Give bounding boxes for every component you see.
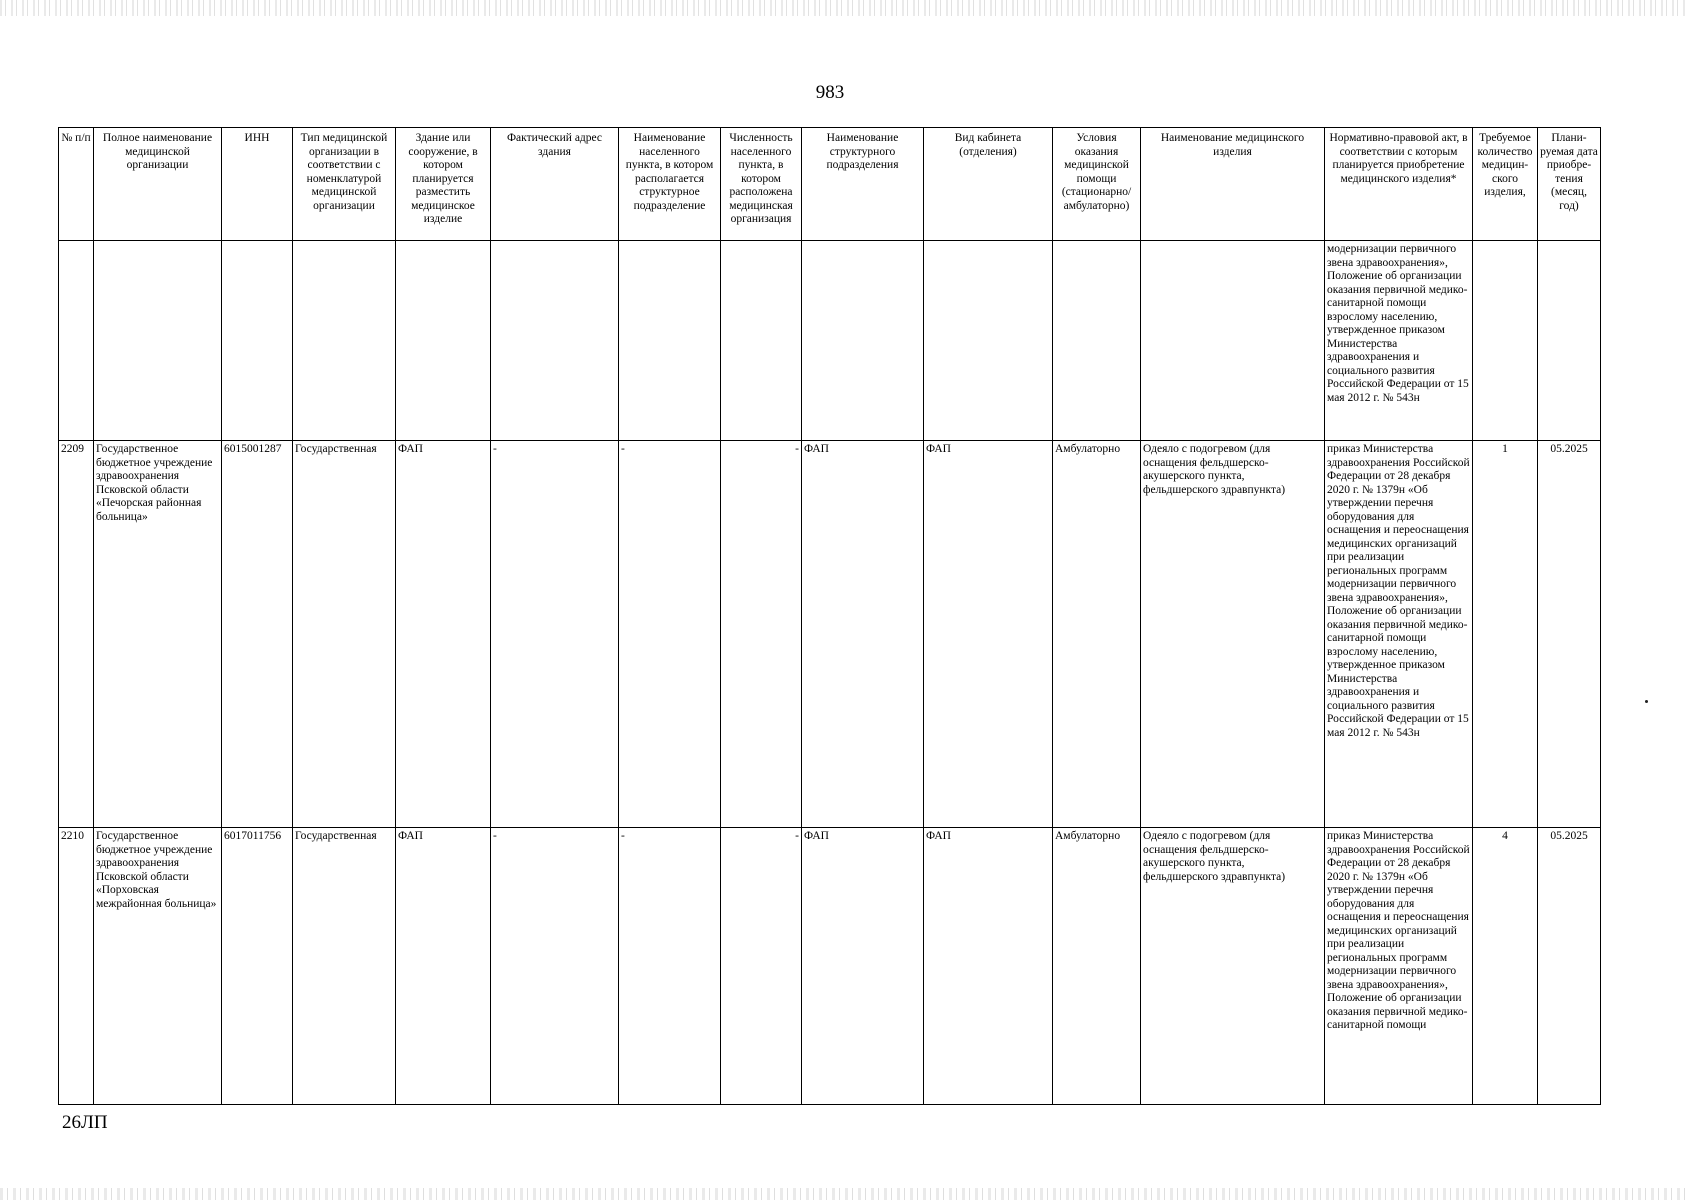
page-number: 983 <box>815 82 845 103</box>
header-qty: Требуемое количество медицин-ского изделия, <box>1473 128 1538 241</box>
document-code: 26ЛП <box>62 1112 108 1133</box>
cell-building: ФАП <box>396 828 491 1105</box>
header-population: Численность населенного пункта, в котором расположена медицинская организация <box>721 128 802 241</box>
header-org: Полное наименование медицинской организации <box>94 128 222 241</box>
cell-building: ФАП <box>396 441 491 828</box>
cell-population: - <box>721 441 802 828</box>
cell-room: ФАП <box>924 441 1053 828</box>
table-row-continuation <box>59 241 1601 441</box>
cell-org: Государственное бюджетное учреждение здравоохранения Псковской области «Порховская межрайонная больница» <box>94 828 222 1105</box>
cell-act: приказ Министерства здравоохранения Российской Федерации от 28 декабря 2020 г. № 1379н «Об утверждении перечня оборудования для оснащения и переоснащения медицинских организаций при реализации региональных программ модернизации первичного звена здравоохранения», Положение об организации оказания первичной медико-санитарной помощи <box>1325 828 1473 1105</box>
cell-inn: 6015001287 <box>222 441 293 828</box>
cell-unit: ФАП <box>802 828 924 1105</box>
header-device: Наименование медицинского изделия <box>1141 128 1325 241</box>
cell-inn: 6017011756 <box>222 828 293 1105</box>
header-address: Фактический адрес здания <box>491 128 619 241</box>
scan-edge-bottom <box>0 1188 1686 1200</box>
cell-conditions: Амбулаторно <box>1053 828 1141 1105</box>
scan-edge-top <box>0 0 1686 16</box>
cell-address: - <box>491 441 619 828</box>
table-row <box>59 828 1601 1105</box>
equipment-table <box>58 127 1601 1105</box>
cell-device: Одеяло с подогревом (для оснащения фельдшерско-акушерского пункта, фельдшерского здравпункта) <box>1141 441 1325 828</box>
header-type: Тип медицинской организации в соответствии с номенклатурой медицинской организации <box>293 128 396 241</box>
cell-conditions: Амбулаторно <box>1053 441 1141 828</box>
cell-settlement: - <box>619 828 721 1105</box>
cell-act: приказ Министерства здравоохранения Российской Федерации от 28 декабря 2020 г. № 1379н «Об утверждении перечня оборудования для оснащения и переоснащения медицинских организаций при реализации региональных программ модернизации первичного звена здравоохранения», Положение об организации оказания первичной медико-санитарной помощи взрослому населению, утвержденное приказом Министерства здравоохранения и социального развития Российской Федерации от 15 мая 2012 г. № 543н <box>1325 441 1473 828</box>
cell-qty: 4 <box>1473 828 1538 1105</box>
header-date: Плани-руемая дата приобре-тения (месяц, год) <box>1538 128 1601 241</box>
header-room: Вид кабинета (отделения) <box>924 128 1053 241</box>
header-settlement: Наименование населенного пункта, в котором располагается структурное подразделение <box>619 128 721 241</box>
cell-qty: 1 <box>1473 441 1538 828</box>
cell-num: 2210 <box>59 828 94 1105</box>
scan-speck <box>1645 700 1648 703</box>
cell-num: 2209 <box>59 441 94 828</box>
cell-date: 05.2025 <box>1538 441 1601 828</box>
header-num: № п/п <box>59 128 94 241</box>
cell-room: ФАП <box>924 828 1053 1105</box>
cell-date: 05.2025 <box>1538 828 1601 1105</box>
header-inn: ИНН <box>222 128 293 241</box>
table-row <box>59 441 1601 828</box>
header-act: Нормативно-правовой акт, в соответствии с которым планируется приобретение медицинского изделия* <box>1325 128 1473 241</box>
table-header-row <box>59 128 1601 241</box>
header-conditions: Условия оказания медицинской помощи (стационарно/ амбулаторно) <box>1053 128 1141 241</box>
header-building: Здание или сооружение, в котором планируется разместить медицинское изделие <box>396 128 491 241</box>
cell-org: Государственное бюджетное учреждение здравоохранения Псковской области «Печорская районная больница» <box>94 441 222 828</box>
header-unit: Наименование структурного подразделения <box>802 128 924 241</box>
cell-unit: ФАП <box>802 441 924 828</box>
cell-population: - <box>721 828 802 1105</box>
cell-type: Государственная <box>293 441 396 828</box>
cell-device: Одеяло с подогревом (для оснащения фельдшерско-акушерского пункта, фельдшерского здравпункта) <box>1141 828 1325 1105</box>
cell-address: - <box>491 828 619 1105</box>
cell-settlement: - <box>619 441 721 828</box>
cell-type: Государственная <box>293 828 396 1105</box>
cell-act-continuation: модернизации первичного звена здравоохранения», Положение об организации оказания первичной медико-санитарной помощи взрослому населению, утвержденное приказом Министерства здравоохранения и социального развития Российской Федерации от 15 мая 2012 г. № 543н <box>1325 241 1473 441</box>
